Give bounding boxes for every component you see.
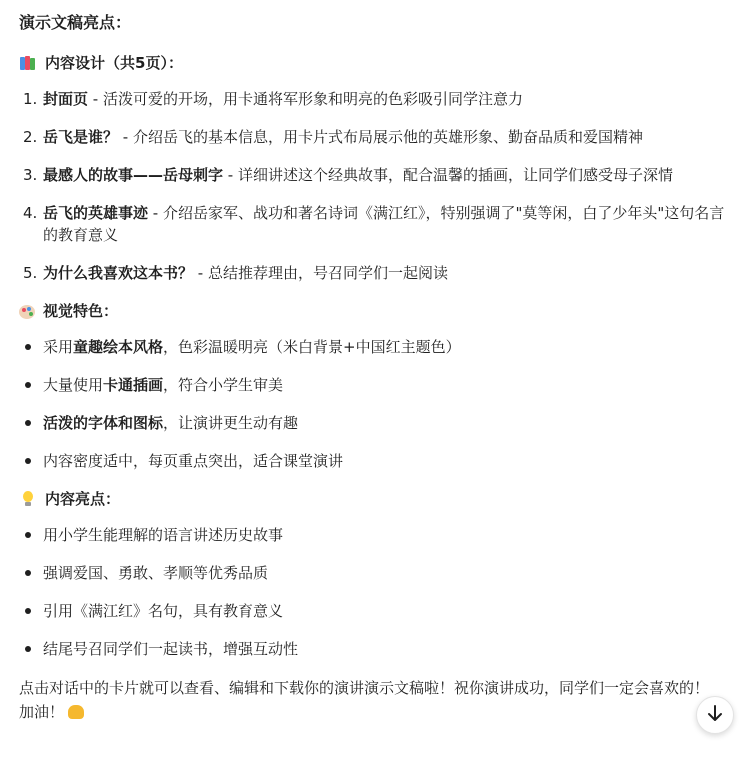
- highlights-section-heading: [19, 488, 733, 510]
- list-number: 1.: [23, 90, 38, 108]
- item-text: - 活泼可爱的开场，用卡通将军形象和明亮的色彩吸引同学注意力: [88, 90, 523, 108]
- highlights-list: [23, 524, 733, 660]
- list-item: [23, 126, 733, 148]
- list-item: [23, 202, 733, 246]
- item-text: ，让演讲更生动有趣: [163, 414, 299, 432]
- item-text: - 详细讲述这个经典故事，配合温馨的插画，让同学们感受母子深情: [223, 166, 673, 184]
- list-item: [23, 88, 733, 110]
- item-text: - 总结推荐理由，号召同学们一起阅读: [193, 264, 448, 282]
- item-emphasis: 卡通插画: [103, 376, 164, 394]
- list-number: 5.: [23, 264, 38, 282]
- list-number: 4.: [23, 204, 38, 222]
- design-list: [23, 88, 733, 284]
- item-text: - 介绍岳飞的基本信息，用卡片式布局展示他的英雄形象、勤奋品质和爱国精神: [118, 128, 643, 146]
- item-text: ，符合小学生审美: [163, 376, 284, 394]
- item-title: 最感人的故事——岳母刺字: [43, 166, 224, 184]
- list-item: [23, 524, 733, 546]
- item-text: - 介绍岳家军、战功和著名诗词《满江红》，特别强调了"莫等闲，白了少年头"这句名言的教育意义: [43, 204, 725, 244]
- list-item: [23, 336, 733, 358]
- closing-text: 点击对话中的卡片就可以查看、编辑和下载你的演讲演示文稿啦！祝你演讲成功，同学们一定会喜欢的！加油！: [19, 679, 710, 721]
- item-emphasis: 活泼的字体和图标: [43, 414, 164, 432]
- arrow-down-icon: [707, 704, 723, 726]
- item-text: 引用《满江红》名句，具有教育意义: [43, 602, 284, 620]
- list-item: [23, 450, 733, 472]
- item-emphasis: 童趣绘本风格: [73, 338, 164, 356]
- list-item: [23, 412, 733, 434]
- item-text: 结尾号召同学们一起读书，增强互动性: [43, 640, 299, 658]
- list-number: 3.: [23, 166, 38, 184]
- item-title: 岳飞是谁？: [43, 128, 119, 146]
- books-icon: [19, 54, 37, 72]
- list-item: [23, 600, 733, 622]
- list-item: [23, 164, 733, 186]
- item-text: 强调爱国、勇敢、孝顺等优秀品质: [43, 564, 269, 582]
- design-section-heading: [19, 52, 733, 74]
- scroll-to-bottom-button[interactable]: [696, 696, 734, 734]
- item-text: 用小学生能理解的语言讲述历史故事: [43, 526, 284, 544]
- highlights-heading-text: 内容亮点：: [45, 490, 121, 508]
- lightbulb-icon: [19, 490, 37, 508]
- design-heading-text: 内容设计（共5页）：: [45, 54, 183, 72]
- item-text: ，色彩温暖明亮（米白背景+中国红主题色）: [163, 338, 461, 356]
- list-number: 2.: [23, 128, 38, 146]
- item-text: 采用: [43, 338, 74, 356]
- list-item: [23, 262, 733, 284]
- list-item: [23, 638, 733, 660]
- item-text: 大量使用: [43, 376, 104, 394]
- list-item: [23, 562, 733, 584]
- item-title: 岳飞的英雄事迹: [43, 204, 149, 222]
- message-title: 演示文稿亮点：: [19, 13, 132, 32]
- item-text: 内容密度适中，每页重点突出，适合课堂演讲: [43, 452, 344, 470]
- item-title: 为什么我喜欢这本书？: [43, 264, 194, 282]
- palette-icon: [19, 305, 35, 319]
- visual-heading-text: 视觉特色：: [43, 302, 119, 320]
- flexed-biceps-icon: [68, 705, 84, 719]
- closing-paragraph: [19, 676, 733, 724]
- visual-section-heading: [19, 300, 733, 322]
- visual-list: [23, 336, 733, 472]
- item-title: 封面页: [43, 90, 89, 108]
- list-item: [23, 374, 733, 396]
